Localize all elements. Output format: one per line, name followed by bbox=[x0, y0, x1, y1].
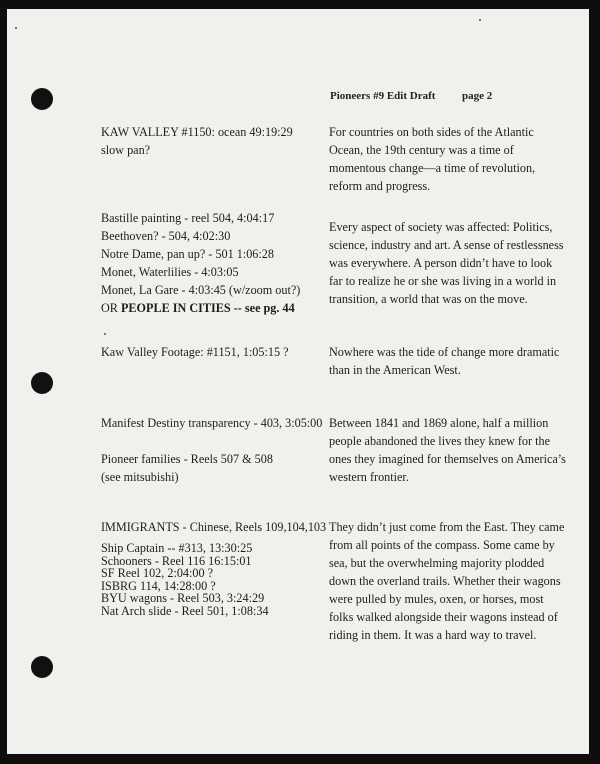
shot-notes-4 bbox=[101, 414, 322, 486]
narration-line: science, industry and art. A sense of restlessness bbox=[329, 238, 564, 252]
narration-line: reform and progress. bbox=[329, 179, 431, 193]
narration-line: Ocean, the 19th century was a time of bbox=[329, 143, 514, 157]
binder-hole-middle bbox=[31, 372, 53, 394]
narration-line: was everywhere. A person didn’t have to look bbox=[329, 256, 553, 270]
narration-line: western frontier. bbox=[329, 470, 409, 484]
narration-line: from all points of the compass. Some came by bbox=[329, 538, 555, 552]
narration-line: than in the American West. bbox=[329, 363, 461, 377]
binder-hole-top bbox=[31, 88, 53, 110]
narration-4 bbox=[329, 414, 566, 486]
shot-notes-1 bbox=[101, 123, 293, 159]
narration-line: ones they imagined for themselves on America’s bbox=[329, 452, 566, 466]
note-line: Nat Arch slide - Reel 501, 1:08:34 bbox=[101, 603, 269, 618]
narration-1 bbox=[329, 123, 535, 195]
narration-line: momentous change—a time of revolution, bbox=[329, 161, 536, 175]
narration-line: Every aspect of society was affected: Politics, bbox=[329, 220, 553, 234]
note-line: (see mitsubishi) bbox=[101, 470, 179, 484]
shot-notes-5 bbox=[101, 518, 326, 536]
document-page bbox=[7, 9, 589, 754]
narration-line: people abandoned the lives they knew for the bbox=[329, 434, 550, 448]
note-line: Ship Captain -- #313, 13:30:25 bbox=[101, 541, 253, 555]
note-line: Notre Dame, pan up? - 501 1:06:28 bbox=[101, 247, 274, 261]
note-line: SF Reel 102, 2:04:00 ? bbox=[101, 566, 214, 580]
narration-line: sea, but the overwhelming majority plodded bbox=[329, 556, 545, 570]
narration-line: Between 1841 and 1869 alone, half a million bbox=[329, 416, 549, 430]
narration-line: transition, a world that was on the move. bbox=[329, 292, 528, 306]
narration-line: riding in them. It was a hard way to travel. bbox=[329, 628, 537, 642]
narration-line: far to realize he or she was living in a world in bbox=[329, 274, 557, 288]
note-line: Beethoven? - 504, 4:02:30 bbox=[101, 229, 231, 243]
narration-line: folks walked alongside their wagons instead of bbox=[329, 610, 558, 624]
note-line: ISBRG 114, 14:28:00 ? bbox=[101, 578, 216, 593]
narration-5 bbox=[329, 518, 564, 644]
narration-2 bbox=[329, 218, 564, 308]
narration-line: Nowhere was the tide of change more dramatic bbox=[329, 345, 560, 359]
shot-notes-5-list bbox=[101, 542, 269, 617]
page-header bbox=[330, 90, 493, 102]
note-line: slow pan? bbox=[101, 143, 151, 157]
shot-notes-3 bbox=[101, 343, 289, 361]
page-number: page 2 bbox=[462, 90, 493, 102]
note-line: BYU wagons - Reel 503, 3:24:29 bbox=[101, 591, 265, 605]
narration-line: were pulled by mules, oxen, or horses, most bbox=[329, 592, 544, 606]
header-title: Pioneers #9 Edit Draft bbox=[330, 90, 436, 102]
narration-line: For countries on both sides of the Atlantic bbox=[329, 125, 534, 139]
narration-line: They didn’t just come from the East. They came bbox=[329, 520, 565, 534]
note-line: IMMIGRANTS - Chinese, Reels 109,104,103 bbox=[101, 520, 327, 534]
shot-notes-2 bbox=[101, 209, 300, 317]
note-prefix: OR bbox=[101, 301, 121, 315]
note-line: Bastille painting - reel 504, 4:04:17 bbox=[101, 211, 275, 225]
note-emphasis: PEOPLE IN CITIES -- see pg. 44 bbox=[120, 301, 295, 315]
note-line: Monet, Waterlilies - 4:03:05 bbox=[101, 265, 239, 279]
note-line: Pioneer families - Reels 507 & 508 bbox=[101, 452, 273, 466]
binder-hole-bottom bbox=[31, 656, 53, 678]
note-line bbox=[101, 432, 322, 450]
note-line: Schooners - Reel 116 16:15:01 bbox=[101, 553, 252, 568]
note-line bbox=[101, 299, 300, 317]
narration-line: down the overland trails. Whether their wagons bbox=[329, 574, 561, 588]
note-line: Kaw Valley Footage: #1151, 1:05:15 ? bbox=[101, 345, 289, 359]
note-line: Monet, La Gare - 4:03:45 (w/zoom out?) bbox=[101, 283, 301, 297]
note-line: Manifest Destiny transparency - 403, 3:05:00 bbox=[101, 416, 323, 430]
note-line: KAW VALLEY #1150: ocean 49:19:29 bbox=[101, 125, 293, 139]
narration-3 bbox=[329, 343, 559, 379]
